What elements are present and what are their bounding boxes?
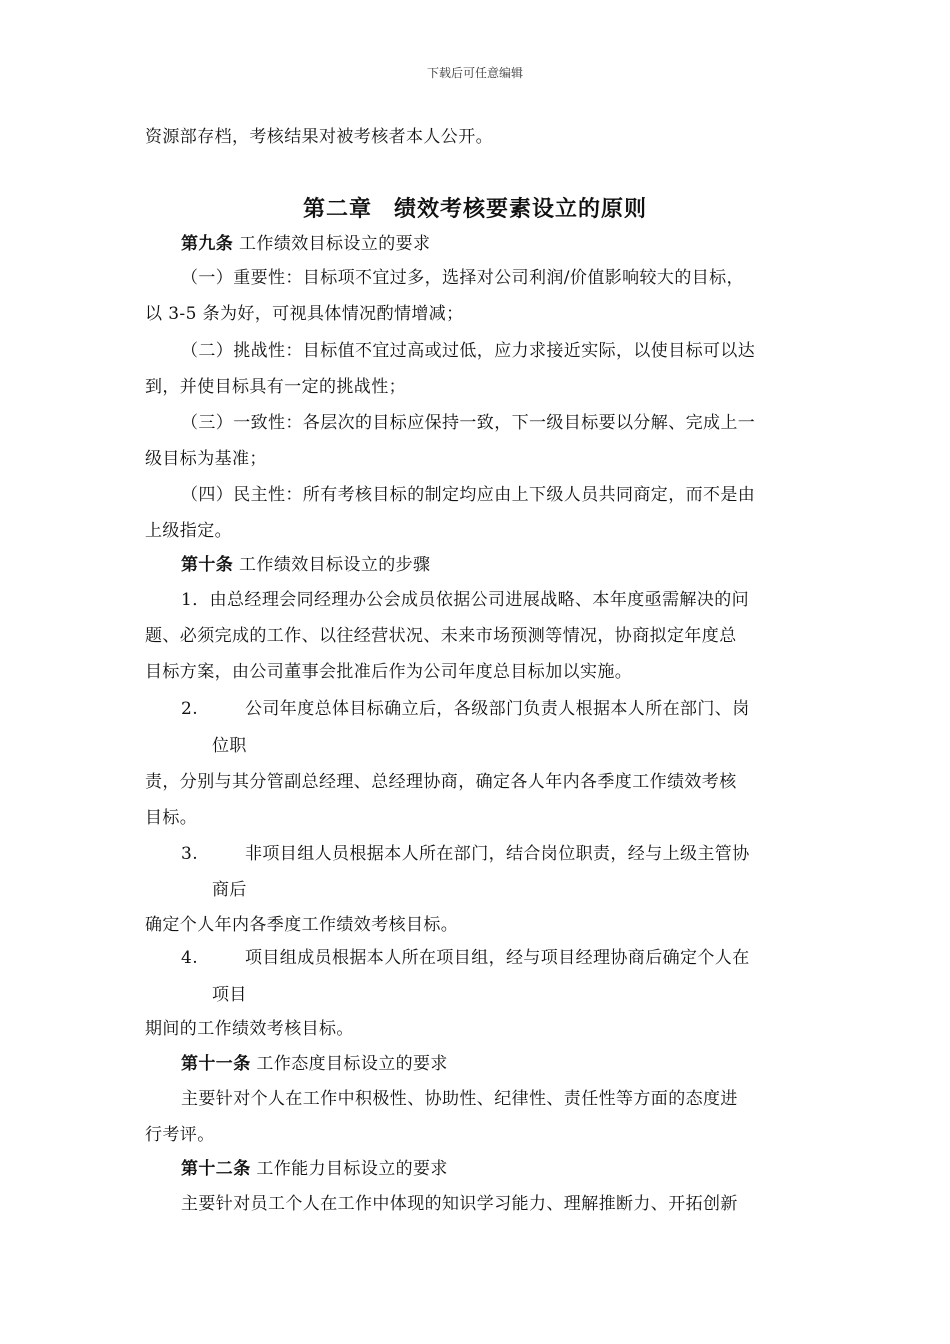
article-10-step3-number: 3. (181, 844, 199, 864)
article-12-line1: 主要针对员工个人在工作中体现的知识学习能力、理解推断力、开拓创新 (181, 1194, 738, 1214)
article-9-p4-line1: （四）民主性：所有考核目标的制定均应由上下级人员共同商定，而不是由 (181, 485, 756, 505)
chapter-number: 第二章 (302, 196, 372, 222)
article-10-heading (181, 553, 807, 577)
article-12-title: 工作能力目标设立的要求 (256, 1159, 448, 1179)
article-9-p4-line2: 上级指定。 (145, 521, 232, 541)
page-header: 下载后可任意编辑 (426, 66, 523, 80)
article-10-step2-line2: 位职 (212, 736, 247, 756)
article-10-step3-line3: 确定个人年内各季度工作绩效考核目标。 (145, 915, 459, 935)
article-11-heading (181, 1052, 807, 1076)
intro-line: 资源部存档，考核结果对被考核者本人公开。 (145, 127, 493, 147)
article-11-title: 工作态度目标设立的要求 (256, 1054, 448, 1074)
article-10-step2-line1: 公司年度总体目标确立后，各级部门负责人根据本人所在部门、岗 (245, 699, 750, 719)
article-10-step4-number: 4. (181, 948, 199, 968)
article-9-label: 第九条 (181, 234, 234, 254)
article-9-p1-line1: （一）重要性：目标项不宜过多，选择对公司利润/价值影响较大的目标， (181, 268, 744, 288)
article-10-step2-number: 2. (181, 699, 199, 719)
article-10-step4-line3: 期间的工作绩效考核目标。 (145, 1019, 354, 1039)
article-9-title: 工作绩效目标设立的要求 (239, 234, 431, 254)
article-12-heading (181, 1157, 807, 1181)
article-10-step1-line1: 1．由总经理会同经理办公会成员依据公司进展战略、本年度亟需解决的问 (181, 590, 750, 610)
chapter-title: 绩效考核要素设立的原则 (394, 196, 648, 222)
article-10-step1-line3: 目标方案，由公司董事会批准后作为公司年度总目标加以实施。 (145, 662, 633, 682)
article-10-step3-line2: 商后 (212, 880, 247, 900)
article-10-step4-line2: 项目 (212, 985, 247, 1005)
article-10-step2-line4: 目标。 (145, 808, 198, 828)
article-10-label: 第十条 (181, 555, 234, 575)
article-10-step1-line2: 题、必须完成的工作、以往经营状况、未来市场预测等情况，协商拟定年度总 (145, 626, 737, 646)
article-9-p1-line2: 以 3-5 条为好，可视具体情况酌情增减； (145, 304, 464, 324)
article-11-line2: 行考评。 (145, 1125, 215, 1145)
article-9-p2-line1: （二）挑战性：目标值不宜过高或过低，应力求接近实际，以使目标可以达 (181, 341, 756, 361)
article-10-title: 工作绩效目标设立的步骤 (239, 555, 431, 575)
article-10-step2-line3: 责，分别与其分管副总经理、总经理协商，确定各人年内各季度工作绩效考核 (145, 772, 737, 792)
article-10-step3-line1: 非项目组人员根据本人所在部门，结合岗位职责，经与上级主管协 (245, 844, 750, 864)
article-11-label: 第十一条 (181, 1054, 251, 1074)
article-9-p2-line2: 到，并使目标具有一定的挑战性； (145, 377, 406, 397)
article-9-p3-line1: （三）一致性：各层次的目标应保持一致，下一级目标要以分解、完成上一 (181, 413, 756, 433)
article-10-step4-line1: 项目组成员根据本人所在项目组，经与项目经理协商后确定个人在 (245, 948, 750, 968)
chapter-heading (0, 192, 950, 223)
article-11-line1: 主要针对个人在工作中积极性、协助性、纪律性、责任性等方面的态度进 (181, 1089, 738, 1109)
article-9-p3-line2: 级目标为基准； (145, 449, 267, 469)
article-9-heading (181, 232, 807, 256)
article-12-label: 第十二条 (181, 1159, 251, 1179)
